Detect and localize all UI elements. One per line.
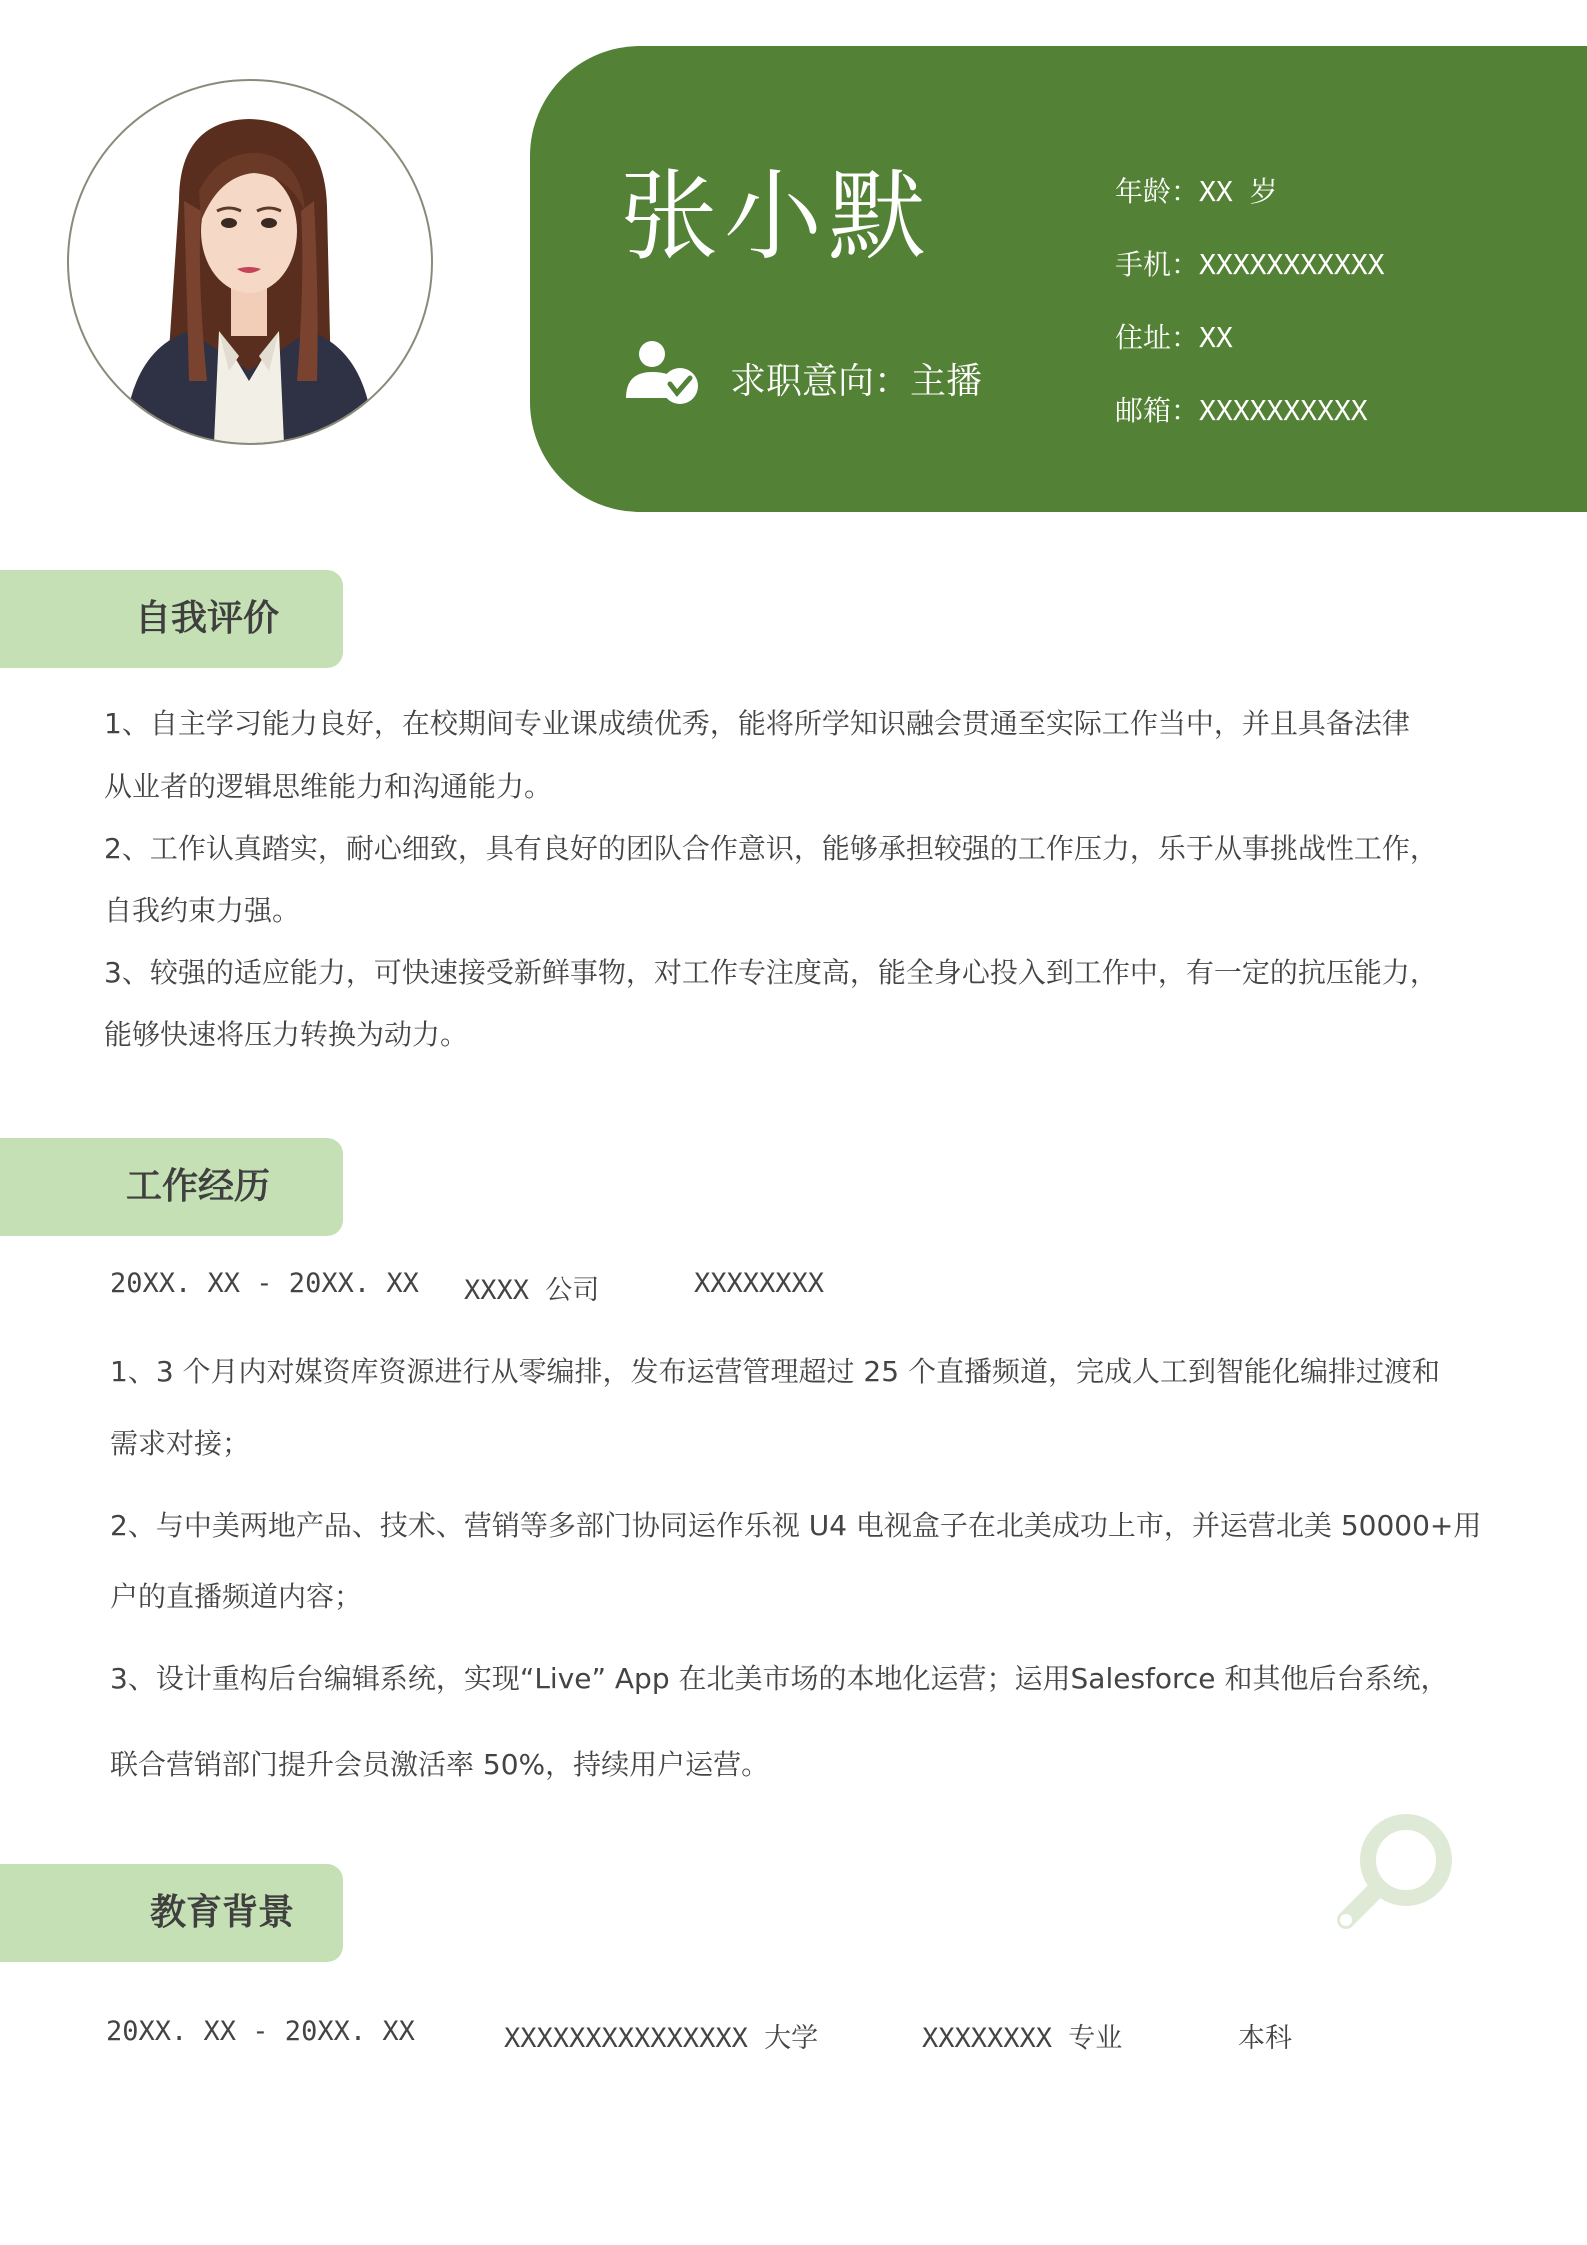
self-eval-line: 能够快速将压力转换为动力。	[104, 1018, 469, 1051]
work-position: XXXXXXXX	[694, 1268, 825, 1299]
section-tab-self-evaluation	[0, 570, 343, 668]
job-intent: 求职意向：主播	[730, 361, 983, 402]
portrait-illustration	[69, 81, 431, 443]
edu-school: XXXXXXXXXXXXXXX 大学	[504, 2023, 819, 2054]
work-line: 需求对接；	[110, 1427, 251, 1460]
contact-address: 住址：XX	[1115, 321, 1233, 354]
section-title: 教育背景	[150, 1892, 295, 1933]
avatar	[67, 79, 433, 445]
contact-email: 邮箱：XXXXXXXXXX	[1115, 394, 1368, 427]
header-panel	[530, 46, 1587, 512]
work-company: XXXX 公司	[464, 1275, 600, 1306]
section-tab-education	[0, 1864, 343, 1962]
edu-period: 20XX. XX - 20XX. XX	[106, 2016, 415, 2047]
contact-age: 年龄：XX 岁	[1115, 175, 1278, 208]
work-line: 2、与中美两地产品、技术、营销等多部门协同运作乐视 U4 电视盒子在北美成功上市，并运营北美 50000+用	[110, 1509, 1482, 1542]
self-eval-line: 自我约束力强。	[104, 894, 301, 927]
candidate-name: 张小默	[620, 160, 933, 274]
section-title: 工作经历	[126, 1166, 271, 1207]
section-tab-work-experience	[0, 1138, 343, 1236]
work-line: 1、3 个月内对媒资库资源进行从零编排，发布运营管理超过 25 个直播频道，完成人工到智能化编排过渡和	[110, 1355, 1440, 1388]
contact-phone: 手机：XXXXXXXXXXX	[1115, 248, 1385, 281]
self-eval-line: 2、工作认真踏实，耐心细致，具有良好的团队合作意识，能够承担较强的工作压力，乐于从事挑战性工作，	[104, 832, 1438, 865]
work-line: 联合营销部门提升会员激活率 50%，持续用户运营。	[110, 1748, 770, 1781]
magnifier-decoration-icon	[1328, 1808, 1458, 1938]
work-line: 户的直播频道内容；	[110, 1580, 363, 1613]
section-title: 自我评价	[135, 598, 280, 639]
user-check-icon	[622, 338, 700, 408]
work-line: 3、设计重构后台编辑系统，实现“Live” App 在北美市场的本地化运营；运用Salesforce 和其他后台系统，	[110, 1662, 1449, 1695]
edu-major: XXXXXXXX 专业	[922, 2023, 1123, 2054]
self-eval-line: 3、较强的适应能力，可快速接受新鲜事物，对工作专注度高，能全身心投入到工作中，有一定的抗压能力，	[104, 956, 1438, 989]
self-eval-line: 从业者的逻辑思维能力和沟通能力。	[104, 770, 553, 803]
work-period: 20XX. XX - 20XX. XX	[110, 1268, 419, 1299]
self-eval-line: 1、自主学习能力良好，在校期间专业课成绩优秀，能将所学知识融会贯通至实际工作当中，并且具备法律	[104, 707, 1410, 740]
edu-degree: 本科	[1238, 2023, 1292, 2054]
